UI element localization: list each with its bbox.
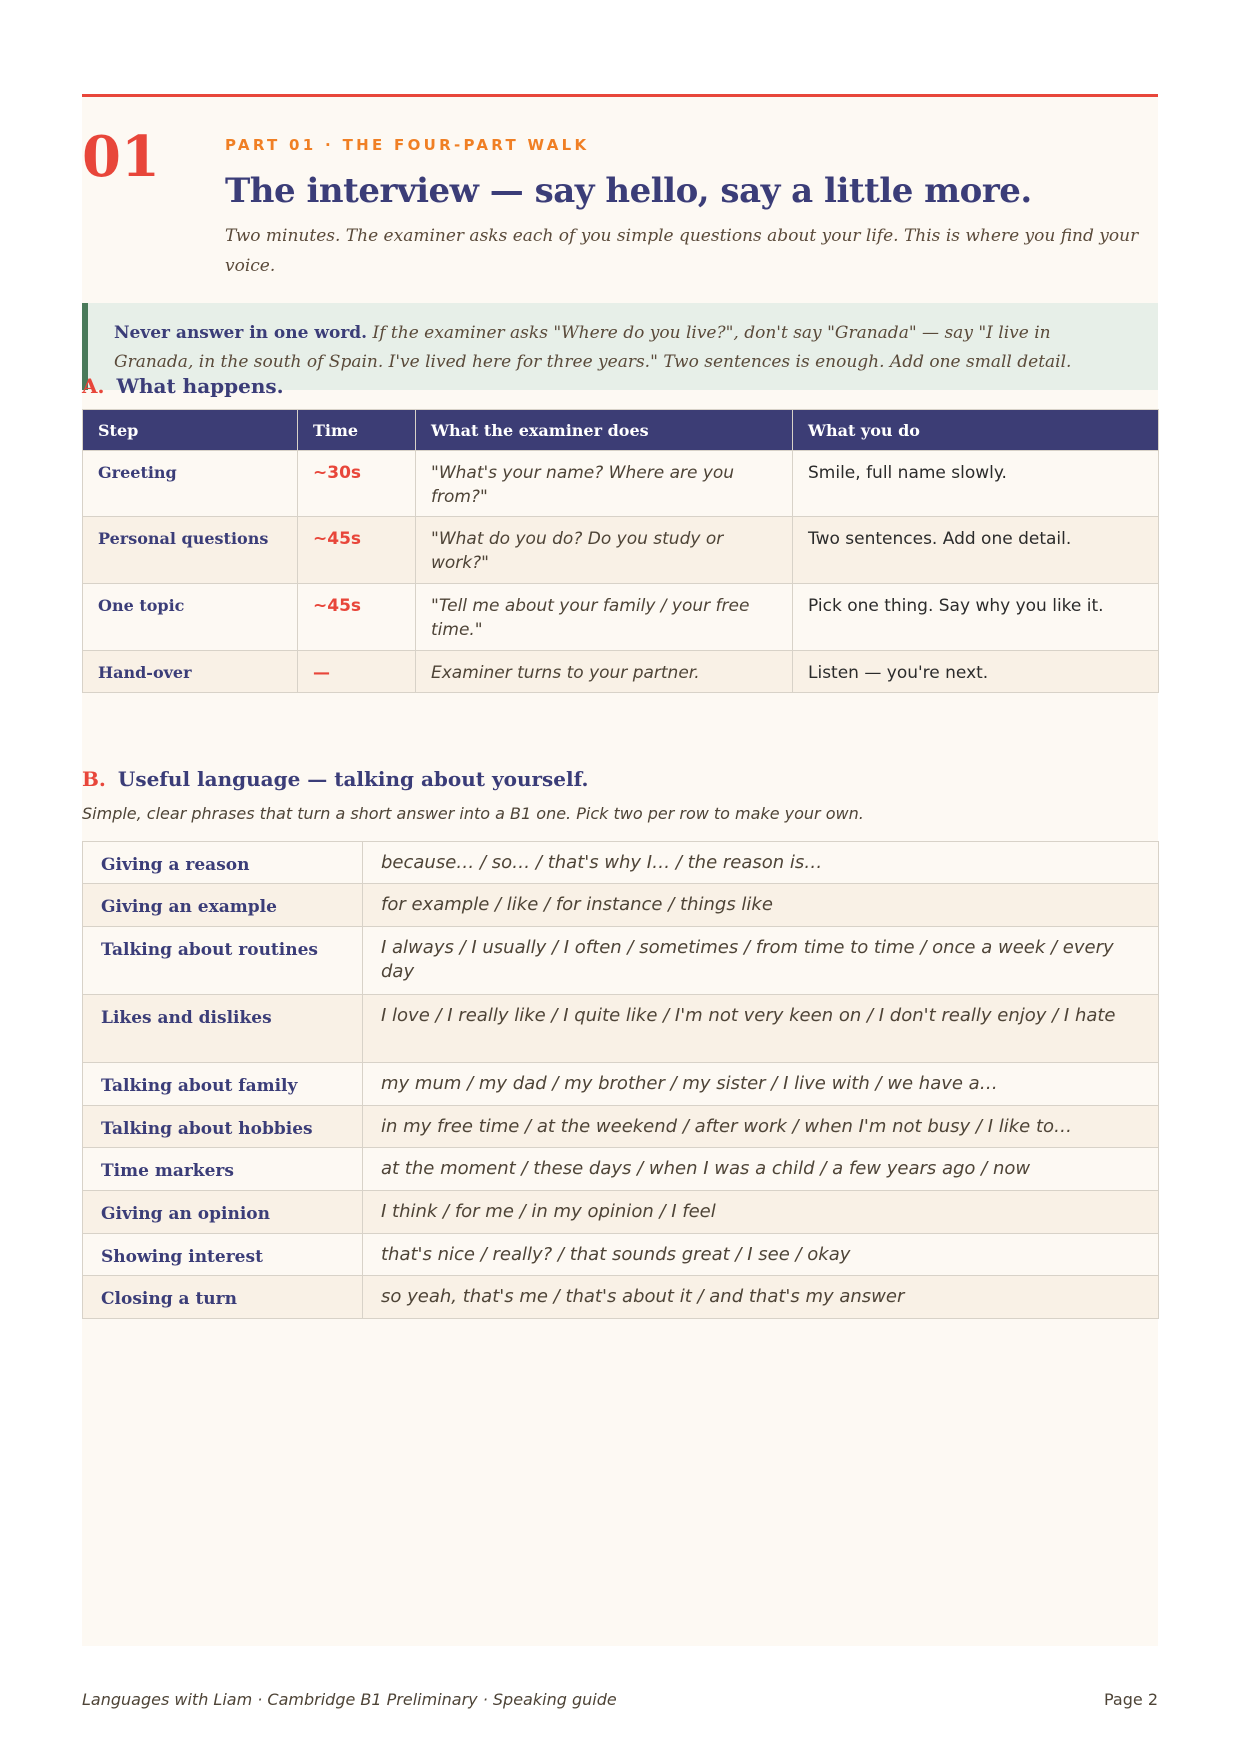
phrases-cell: at the moment / these days / when I was a child / a few years ago / now xyxy=(363,1148,1159,1191)
phrases-cell: because… / so… / that's why I… / the reason is… xyxy=(363,842,1159,884)
you-cell: Two sentences. Add one detail. xyxy=(793,517,1159,584)
category-cell: Showing interest xyxy=(83,1234,363,1276)
phrases-cell: I always / I usually / I often / sometimes / from time to time / once a week / every day xyxy=(363,927,1159,995)
step-cell: One topic xyxy=(83,584,298,651)
examiner-cell: "What do you do? Do you study or work?" xyxy=(416,517,793,584)
phrases-cell: for example / like / for instance / things like xyxy=(363,884,1159,927)
category-cell: Giving a reason xyxy=(83,842,363,884)
phrases-cell: in my free time / at the weekend / after work / when I'm not busy / I like to… xyxy=(363,1106,1159,1148)
step-cell: Greeting xyxy=(83,451,298,517)
category-cell: Talking about family xyxy=(83,1063,363,1106)
phrases-cell: I think / for me / in my opinion / I feel xyxy=(363,1191,1159,1234)
footer-source: Languages with Liam · Cambridge B1 Preliminary · Speaking guide xyxy=(82,1690,617,1709)
category-cell: Talking about routines xyxy=(83,927,363,995)
header xyxy=(225,135,1145,281)
column-header-step: Step xyxy=(83,410,298,451)
table-row xyxy=(83,995,1159,1063)
section-b-heading xyxy=(82,766,588,792)
section-a-title: What happens. xyxy=(116,374,284,398)
page-panel xyxy=(82,94,1158,1646)
callout-lead: Never answer in one word. xyxy=(114,323,368,343)
table-header-row xyxy=(83,410,1159,451)
category-cell: Talking about hobbies xyxy=(83,1106,363,1148)
time-cell: ~45s xyxy=(298,584,416,651)
part-number: 01 xyxy=(82,124,160,190)
phrases-cell: I love / I really like / I quite like / I'm not very keen on / I don't really enjoy / I hate xyxy=(363,995,1159,1063)
phrases-cell: that's nice / really? / that sounds great / I see / okay xyxy=(363,1234,1159,1276)
column-header-time: Time xyxy=(298,410,416,451)
category-cell: Giving an opinion xyxy=(83,1191,363,1234)
table-row xyxy=(83,927,1159,995)
table-row xyxy=(83,584,1159,651)
section-a-heading xyxy=(82,373,284,399)
category-cell: Giving an example xyxy=(83,884,363,927)
step-cell: Hand-over xyxy=(83,651,298,693)
step-cell: Personal questions xyxy=(83,517,298,584)
table-row xyxy=(83,651,1159,693)
examiner-cell: Examiner turns to your partner. xyxy=(416,651,793,693)
category-cell: Time markers xyxy=(83,1148,363,1191)
table-row xyxy=(83,1191,1159,1234)
phrases-cell: so yeah, that's me / that's about it / and that's my answer xyxy=(363,1276,1159,1319)
section-b-letter: B. xyxy=(82,767,106,791)
table-row xyxy=(83,1106,1159,1148)
page-title: The interview — say hello, say a little more. xyxy=(225,171,1032,211)
section-b-title: Useful language — talking about yourself. xyxy=(117,767,589,791)
table-row xyxy=(83,842,1159,884)
time-cell: — xyxy=(298,651,416,693)
you-cell: Listen — you're next. xyxy=(793,651,1159,693)
kicker: PART 01 · THE FOUR-PART WALK xyxy=(225,136,590,154)
table-row xyxy=(83,1234,1159,1276)
column-header-examiner: What the examiner does xyxy=(416,410,793,451)
time-cell: ~45s xyxy=(298,517,416,584)
time-cell: ~30s xyxy=(298,451,416,517)
you-cell: Pick one thing. Say why you like it. xyxy=(793,584,1159,651)
table-row xyxy=(83,517,1159,584)
category-cell: Likes and dislikes xyxy=(83,995,363,1063)
useful-language-table xyxy=(82,841,1159,1319)
column-header-you: What you do xyxy=(793,410,1159,451)
table-row xyxy=(83,884,1159,927)
table-row xyxy=(83,1276,1159,1319)
examiner-cell: "Tell me about your family / your free time." xyxy=(416,584,793,651)
what-happens-table xyxy=(82,409,1159,693)
phrases-cell: my mum / my dad / my brother / my sister / I live with / we have a… xyxy=(363,1063,1159,1106)
callout-text: If the examiner asks "Where do you live?", don't say "Granada" — say "I live in Granada, in the south of Spain. I've lived here for three years." Two sentences is enough. Add one small detail. xyxy=(114,323,1072,372)
you-cell: Smile, full name slowly. xyxy=(793,451,1159,517)
page-subtitle: Two minutes. The examiner asks each of you simple questions about your life. This is where you find your voice. xyxy=(225,226,1139,276)
examiner-cell: "What's your name? Where are you from?" xyxy=(416,451,793,517)
table-row xyxy=(83,1148,1159,1191)
section-a-letter: A. xyxy=(82,374,105,398)
table-row xyxy=(83,451,1159,517)
table-row xyxy=(83,1063,1159,1106)
category-cell: Closing a turn xyxy=(83,1276,363,1319)
section-b-intro: Simple, clear phrases that turn a short answer into a B1 one. Pick two per row to make your own. xyxy=(82,804,864,823)
page-number: Page 2 xyxy=(1104,1690,1158,1709)
